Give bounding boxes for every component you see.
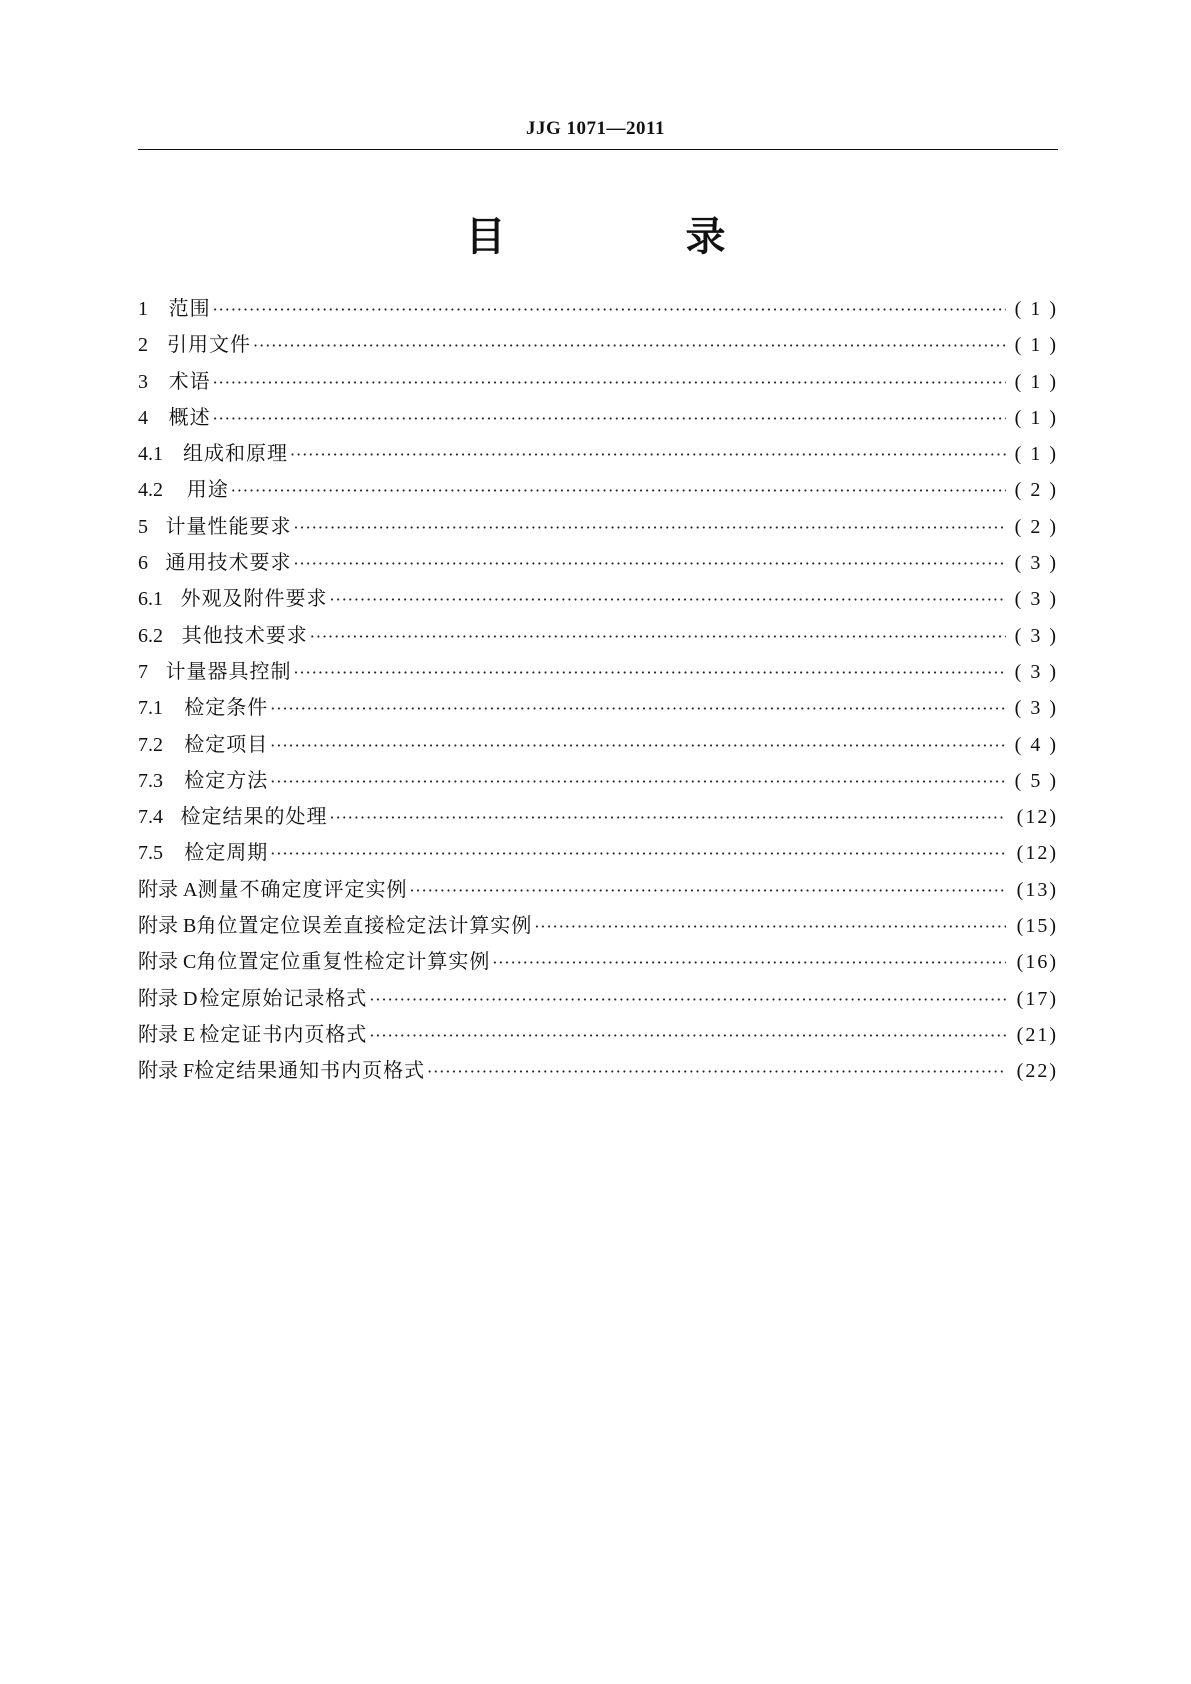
dot-leader (213, 401, 1006, 437)
toc-entry-number: 3 (138, 370, 148, 393)
dot-leader (330, 582, 1006, 618)
toc-entry-page: ( 1 ) (1014, 370, 1058, 393)
toc-entry-title: 角位置定位误差直接检定法计算实例 (196, 913, 533, 938)
toc-entry-title: 计量性能要求 (165, 513, 292, 538)
dot-leader (293, 546, 1006, 582)
toc-entry-page: (16) (1016, 951, 1058, 974)
toc-entry-title: 检定项目 (184, 731, 269, 756)
toc-entry-title: 测量不确定度评定实例 (197, 876, 408, 901)
toc-entry-number: 6.2 (138, 624, 163, 647)
toc-entry-title: 检定原始记录格式 (199, 985, 368, 1010)
toc-entry-number: 附录 B (138, 915, 197, 938)
toc-entry-title: 检定方法 (184, 767, 269, 792)
toc-entry-title: 其他技术要求 (181, 622, 308, 647)
toc-entry-number: 5 (138, 515, 148, 538)
dot-leader (369, 1018, 1006, 1054)
dot-leader (270, 764, 1006, 800)
dot-leader (534, 909, 1006, 945)
toc-entry-number: 附录 E (138, 1023, 196, 1046)
toc-entry-page: ( 1 ) (1014, 334, 1058, 357)
toc-entry-title: 术语 (168, 368, 211, 393)
dot-leader (213, 292, 1006, 328)
toc-entry-number: 6.1 (138, 588, 163, 611)
dot-leader (290, 437, 1006, 473)
page-title: 目 录 (465, 214, 796, 260)
toc-entry-title: 外观及附件要求 (180, 586, 328, 611)
toc-entry[interactable] (138, 726, 1058, 762)
toc-entry[interactable] (138, 1016, 1058, 1052)
toc-entry-page: ( 3 ) (1014, 660, 1058, 683)
toc-entry-page: ( 3 ) (1014, 624, 1058, 647)
toc-entry-page: ( 1 ) (1014, 443, 1058, 466)
toc-entry-number: 附录 D (138, 987, 198, 1010)
table-of-contents (138, 290, 1058, 1089)
toc-entry-page: ( 5 ) (1014, 769, 1058, 792)
toc-entry-title: 用途 (186, 477, 229, 502)
toc-entry-page: ( 3 ) (1014, 588, 1058, 611)
dot-leader (231, 473, 1006, 509)
toc-entry-title: 计量器具控制 (165, 658, 292, 683)
toc-entry-number: 7.2 (138, 733, 163, 756)
dot-leader (369, 982, 1006, 1018)
toc-entry[interactable] (138, 907, 1058, 943)
toc-entry-number: 7 (138, 660, 148, 683)
toc-entry-number: 7.5 (138, 842, 163, 865)
dot-leader (253, 328, 1006, 364)
toc-entry-number: 7.3 (138, 769, 163, 792)
toc-entry[interactable] (138, 435, 1058, 471)
toc-entry-number: 4 (138, 406, 148, 429)
toc-entry[interactable] (138, 1052, 1058, 1088)
toc-entry-number: 7.1 (138, 697, 163, 720)
toc-entry-title: 范围 (168, 296, 211, 320)
toc-entry[interactable] (138, 689, 1058, 725)
dot-leader (492, 945, 1006, 981)
toc-entry-title: 概述 (168, 404, 211, 429)
toc-entry-page: (21) (1016, 1023, 1058, 1046)
toc-entry-page: (17) (1016, 987, 1058, 1010)
dot-leader (270, 836, 1006, 872)
toc-entry-page: ( 2 ) (1014, 479, 1058, 502)
toc-entry[interactable] (138, 762, 1058, 798)
toc-entry[interactable] (138, 871, 1058, 907)
toc-entry[interactable] (138, 580, 1058, 616)
toc-entry-page: ( 4 ) (1014, 733, 1058, 756)
toc-entry-page: (13) (1016, 878, 1058, 901)
toc-entry[interactable] (138, 399, 1058, 435)
toc-entry-title: 检定条件 (184, 695, 269, 720)
toc-entry-title: 检定结果通知书内页格式 (194, 1058, 426, 1083)
toc-entry-number: 1 (138, 298, 148, 320)
toc-entry[interactable] (138, 363, 1058, 399)
toc-entry-number: 4.2 (138, 479, 163, 502)
toc-entry-number: 附录 A (138, 878, 198, 901)
toc-entry[interactable] (138, 471, 1058, 507)
dot-leader (427, 1054, 1006, 1090)
toc-entry-page: (12) (1016, 842, 1058, 865)
toc-entry-number: 附录 F (138, 1060, 195, 1083)
toc-entry-title: 引用文件 (167, 332, 252, 357)
dot-leader (293, 655, 1006, 691)
toc-entry-page: (15) (1016, 915, 1058, 938)
dot-leader (293, 510, 1006, 546)
toc-entry-page: ( 1 ) (1014, 406, 1058, 429)
dot-leader (409, 873, 1006, 909)
dot-leader (270, 728, 1006, 764)
toc-entry-title: 检定周期 (184, 840, 269, 865)
toc-entry-page: ( 3 ) (1014, 552, 1058, 575)
toc-entry-number: 附录 C (138, 951, 197, 974)
toc-entry-number: 4.1 (138, 443, 163, 466)
toc-entry[interactable] (138, 653, 1058, 689)
toc-entry-page: ( 3 ) (1014, 697, 1058, 720)
toc-entry-page: ( 1 ) (1014, 298, 1058, 320)
toc-entry-title: 通用技术要求 (165, 550, 292, 575)
toc-entry-number: 7.4 (138, 806, 163, 829)
toc-entry[interactable] (138, 834, 1058, 870)
dot-leader (270, 691, 1006, 727)
standard-code-header: JJG 1071—2011 (526, 118, 665, 139)
toc-entry-number: 2 (138, 334, 148, 357)
header-divider (138, 149, 1058, 150)
toc-entry-page: ( 2 ) (1014, 515, 1058, 538)
toc-entry-title: 检定结果的处理 (180, 804, 328, 829)
dot-leader (330, 800, 1006, 836)
toc-entry[interactable] (138, 798, 1058, 834)
toc-entry-title: 检定证书内页格式 (199, 1021, 368, 1046)
toc-entry[interactable] (138, 290, 1058, 326)
toc-entry-page: (12) (1016, 806, 1058, 829)
toc-entry-page: (22) (1016, 1060, 1058, 1083)
dot-leader (213, 365, 1006, 401)
toc-entry[interactable] (138, 980, 1058, 1016)
toc-entry-title: 组成和原理 (183, 441, 289, 466)
toc-entry-number: 6 (138, 552, 148, 575)
toc-entry[interactable] (138, 326, 1058, 362)
toc-entry[interactable] (138, 508, 1058, 544)
toc-entry-title: 角位置定位重复性检定计算实例 (196, 949, 491, 974)
toc-entry[interactable] (138, 617, 1058, 653)
toc-entry[interactable] (138, 943, 1058, 979)
dot-leader (310, 619, 1006, 655)
toc-entry[interactable] (138, 544, 1058, 580)
